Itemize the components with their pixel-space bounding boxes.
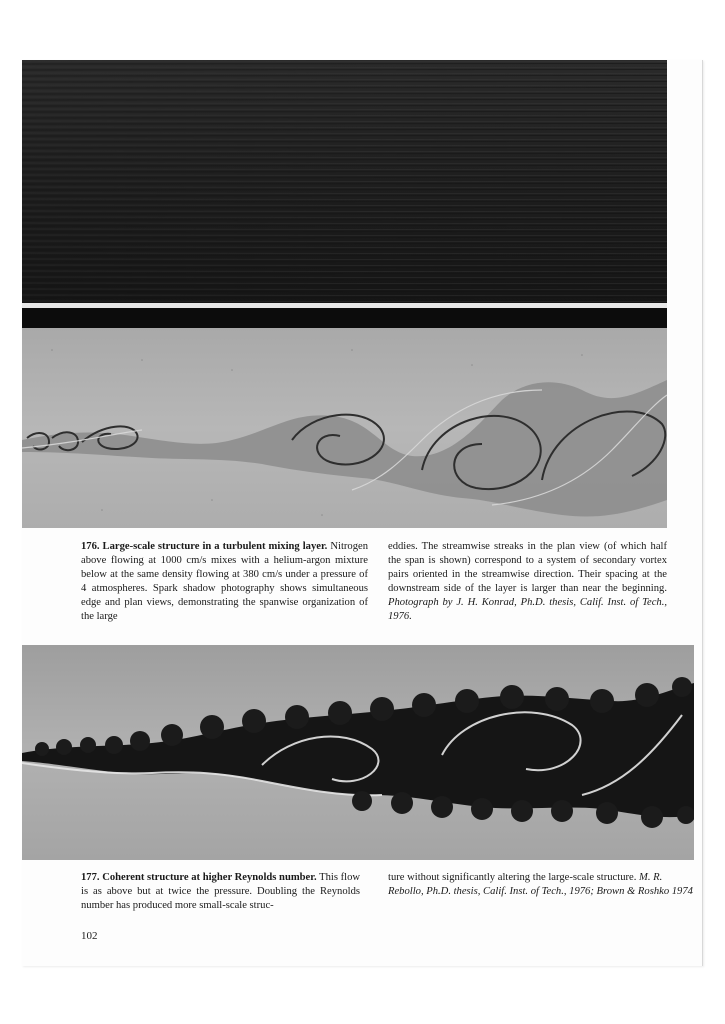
figure-176-credit: Photograph by J. H. Konrad, Ph.D. thesis, Calif. Inst. of Tech., 1976. xyxy=(388,597,667,622)
figure-177-body-left: This flow is as above but at twice the pressure. Doubling the Reynolds number has produced more small-scale struc- xyxy=(81,872,361,911)
figure-177-credit: M. R. Rebollo, Ph.D. thesis, Calif. Inst. of Tech., 1976; Brown & Roshko 1974 xyxy=(388,872,693,897)
figure-176-number: 176. xyxy=(81,541,100,552)
figure-176-photograph xyxy=(22,60,667,528)
figure-176-caption-left xyxy=(81,540,368,624)
figure-177-caption-right xyxy=(388,871,696,899)
figure-176-body-left: Nitrogen above flowing at 1000 cm/s mixes with a helium-argon mixture below at the same density flowing at 380 cm/s under a pressure of 4 atmospheres. Spark shadow photography shows simultaneous edge and plan views, demonstrating the spanwise organization of the large xyxy=(81,541,369,622)
figure-177-body-right: ture without significantly altering the large-scale structure. xyxy=(388,872,637,883)
figure-176-body-right: eddies. The streamwise streaks in the plan view (of which half the span is shown) correspond to a system of secondary vortex pairs oriented in the streamwise direction. Their spacing at the downstream side of the layer is larger than near the beginning. xyxy=(388,541,667,594)
figure-176-title: Large-scale structure in a turbulent mixing layer. xyxy=(102,541,328,552)
figure-176-caption-right xyxy=(388,540,667,624)
figure-177-number: 177. xyxy=(81,872,100,883)
figure-177-title: Coherent structure at higher Reynolds number. xyxy=(102,872,317,883)
figure-177-photograph xyxy=(22,645,694,860)
page-number: 102 xyxy=(81,930,98,942)
figure-177-caption-left xyxy=(81,871,360,913)
